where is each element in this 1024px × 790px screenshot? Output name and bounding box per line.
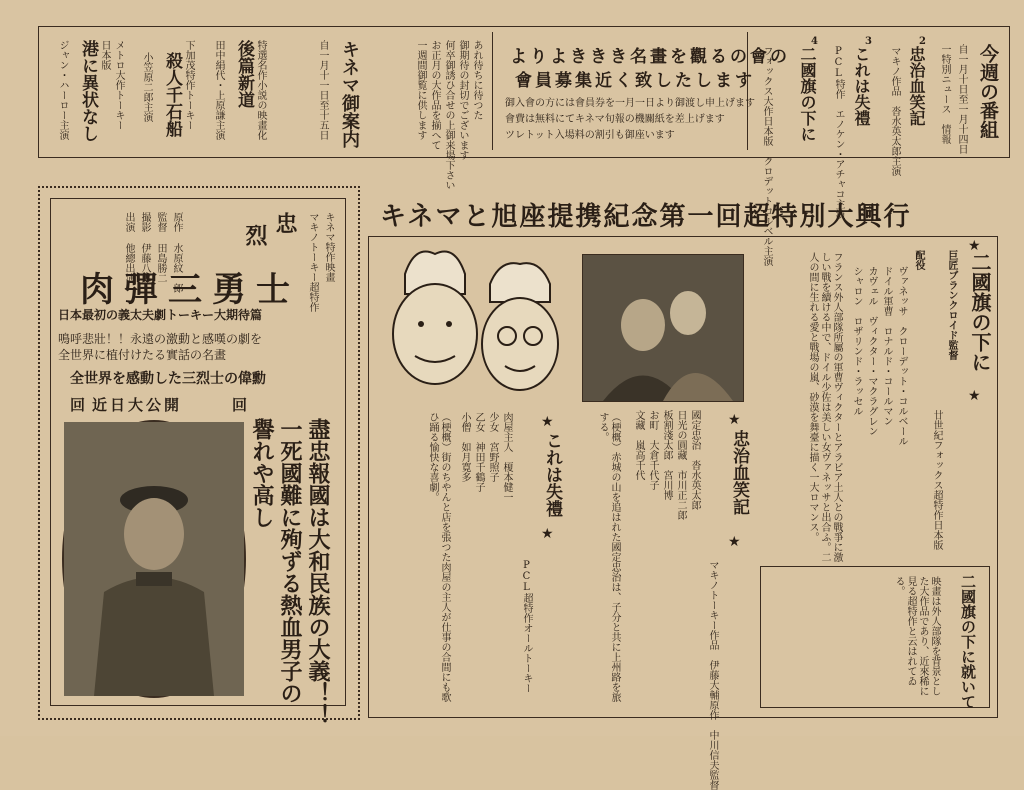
left-tag-2: 烈 [242, 224, 268, 246]
left-header-2: マキノトーキー超特作 [307, 212, 318, 312]
kinema-item-8: 日本版 [99, 40, 110, 70]
caricature-illustration [375, 244, 575, 404]
kinema-note-4: お正月の大作品を揃へて [429, 40, 440, 150]
sec3-star-bottom: ★ [541, 526, 554, 542]
program-item-4-title: 二國旗の下に [798, 46, 817, 142]
sec3-cast-1: 肉屋主人 榎本健一 [501, 412, 512, 502]
sec3-cast-2: 少女 宮野照子 [487, 412, 498, 482]
soldier-portrait-image [64, 422, 244, 696]
left-main-title: 肉彈三勇士 [80, 270, 300, 310]
kinema-item-2: 後篇新道 [234, 40, 254, 108]
kinema-note-2: 御期待の封切でございます [457, 40, 468, 160]
kinema-item-3: 田中絹代・上原謙主演 [213, 40, 224, 140]
left-subtitle: 日本最初の義太夫劇トーキー大期待篇 [58, 308, 263, 322]
sec2-cast-3: 板割淺太郎 宮川博 [661, 410, 672, 500]
program-item-1: 一特別ニュース 情報 [939, 44, 950, 144]
main-headline: キネマと旭座提携紀念第一回超特別大興行 [380, 202, 912, 232]
sec1-cast-1: ヴァネッサ クローデット・コルベール [896, 266, 907, 446]
sec3-description: （梗概）街のちやんと店を張つた肉屋の主人が仕事の合間にも歌ひ踊る愉快な喜劇。 [427, 412, 450, 702]
kinema-item-5: 殺人千石船 [162, 52, 182, 137]
coming-mark-left: 回 [70, 396, 86, 414]
left-header-1: キネマ特作映畫 [323, 212, 334, 282]
left-desc-1: 鳴呼悲壯！！永遠の激動と感嘆の劇を [58, 332, 263, 346]
left-desc-3: 全世界を感動した三烈士の偉勳 [70, 371, 266, 387]
this-week-title: 今週の番組 [977, 44, 999, 139]
program-item-4-sub: フォックス大作日本版 クロデットコルベル主演 [761, 46, 772, 266]
left-header-4: 監督 田島勝二 [155, 212, 166, 283]
this-week-dates: 自一月十日至一月十四日 [956, 44, 967, 154]
sec3-cast-4: 小僧 如月寛多 [459, 412, 470, 482]
sec2-cast-1: 國定忠治 沓水英太郎 [689, 410, 700, 510]
sec2-cast-5: 文藏 嵐高千代 [633, 410, 644, 480]
sec1-star-bottom: ★ [968, 388, 981, 404]
coming-soon-label: 近日大公開 [92, 396, 183, 414]
kinema-dates: 自一月十一日至十五日 [317, 40, 328, 140]
left-tag-1: 忠 [272, 212, 298, 234]
notice-title: 二國旗の下に就いて [959, 574, 977, 709]
kinema-item-6: 小笠原二郎主演 [141, 52, 152, 122]
sec1-cast-4: シャロン ロザリンド・ラッセル [851, 266, 862, 416]
kinema-note-3: 何卒御誘ひ合せの上御来場下さい [443, 40, 454, 190]
notice-text: 映畫は外人部隊を背景とした大作品であり、近來稀に見る超特作と云はれてゐる。 [893, 576, 940, 696]
sec1-cast-3: カヴェル ヴィクター・マクラグレン [866, 266, 877, 436]
member-note-1: 御入會の方には會員券を一月一日より御渡し申上げます [505, 98, 755, 109]
program-num-3: 3 [863, 36, 874, 47]
sec1-cast-title: 配役 [913, 250, 924, 270]
sec2-star-top: ★ [728, 412, 741, 428]
sec1-sub: 巨匠ブランクロイド監督 [946, 250, 957, 360]
film-still-photo [582, 254, 744, 402]
program-num-2: 2 [917, 36, 928, 47]
coming-mark-right: 回 [232, 396, 248, 414]
left-desc-2: 全世界に植付けたる實話の名畫 [58, 348, 227, 362]
kinema-note-5: 一週間御覧に供します [415, 40, 426, 140]
sec2-cast-2: 日光の圓藏 市川正二郎 [675, 410, 686, 520]
slogan-col-3: 譽れや高し [249, 418, 275, 528]
sec1-sub2: 廿世紀フォックス超特作日本版 [931, 410, 942, 550]
kinema-item-4: 下加茂特作トーキー [183, 40, 194, 130]
sec3-credit: PCL超特作オールトーキー [521, 560, 532, 693]
top-divider-2 [492, 32, 493, 150]
sec2-credit: マキノトーキー作品 伊藤大輔原作 中川信夫監督 [707, 560, 718, 790]
kinema-note-1: あれ待ちに待つた [471, 40, 482, 120]
slogan-col-1: 盡忠報國は大和民族の大義！！ [305, 418, 331, 726]
program-item-3-title: これは失禮 [852, 46, 871, 126]
sec3-cast-3: 乙女 神田千鶴子 [473, 412, 484, 492]
sec2-description: （梗概）赤城の山を追はれた國定忠治は、子分と共に上州路を旅する。 [597, 412, 620, 702]
member-banner-line1: よりよききき名畫を觀るの會の [510, 47, 790, 67]
left-header-5: 撮影 伊藤八郎 [139, 212, 150, 283]
member-note-2: 會費は無料にてキネマ旬報の機關紙を差上げます [505, 114, 725, 125]
sec3-star-top: ★ [541, 414, 554, 430]
sec2-cast-4: お町 大倉千代子 [647, 410, 658, 490]
kinema-item-10: ジャン・ハーロー主演 [57, 40, 68, 140]
left-header-6: 出演 他總出演 [123, 212, 134, 283]
sec2-title: 忠治血笑記 [729, 430, 749, 515]
sec2-star-bottom: ★ [728, 534, 741, 550]
kinema-item-9: 港に異状なし [78, 40, 98, 142]
slogan-col-2: 一死國難に殉ずる熱血男子の [277, 418, 303, 704]
sec1-description: フランス外人部隊所屬の軍曹ヴィクターとアラビア土人との戰爭に激しい戰を續ける中で、ドイル少佐は美しい女ヴァネッサと出合ふ。二人の間に生れる愛と戰場の嵐、砂漠を舞臺に描く一大ロマンス。 [807, 252, 842, 562]
caricature-drawing [375, 244, 575, 404]
program-item-3-sub: PCL特作 エノケン・アチャコ主演 [833, 46, 844, 219]
film-still-image [583, 255, 743, 401]
program-item-2-title: 忠治血笑記 [907, 46, 926, 126]
soldier-portrait [62, 420, 246, 698]
left-header-3: 原作 水原紋一郎 [171, 212, 182, 293]
kinema-title: キネマ御案内 [339, 40, 360, 148]
sec1-title: 二國旗の下に [968, 252, 992, 372]
sec1-cast-2: ドイル軍曹 ロナルド・コールマン [881, 266, 892, 426]
program-item-2-sub: マキノ作品 沓水英太郎主演 [889, 46, 900, 176]
sec3-title: これは失禮 [542, 432, 562, 517]
program-num-4: 4 [809, 36, 820, 47]
kinema-item-1: 特選名作小説の映畫化 [255, 40, 266, 140]
member-note-3: ツレトット入場料の割引も御座います [505, 130, 675, 141]
kinema-item-7: メトロ大作トーキー [113, 40, 124, 130]
member-banner-line2: 會員募集近く致したします [515, 71, 755, 91]
sec1-star-top: ★ [968, 238, 981, 254]
